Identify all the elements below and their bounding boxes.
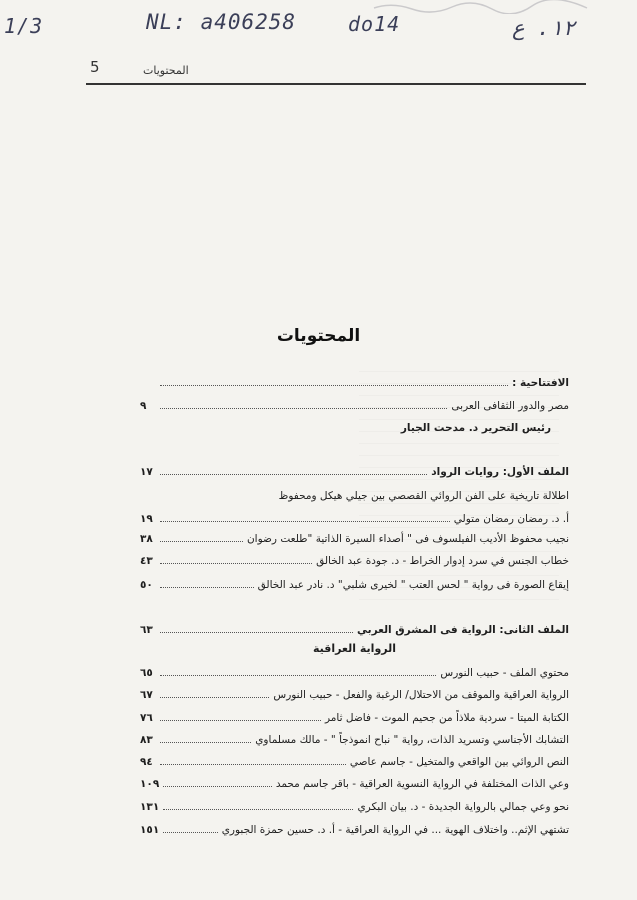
toc-entry-page: ٤٣ [140,555,153,567]
handwritten-issue-number: ١٢. ع [512,16,576,40]
toc-heading-page: ١٧ [140,466,153,478]
toc-entry-page: ٩ [140,400,147,412]
toc-entry-text: الكتابة الميتا - سردية ملاذاً من جحيم الموت - فاضل ثامر [325,712,569,724]
toc-entry-page: ٦٥ [140,667,153,679]
toc-section-heading [140,623,569,637]
leader-dots [160,474,427,475]
leader-dots [160,521,450,522]
toc-entry [140,711,569,725]
leader-dots [160,720,321,721]
toc-heading-page: ٦٣ [140,624,153,636]
leader-dots [163,809,353,810]
toc-entry-page: ١٣١ [140,801,160,813]
leader-dots [160,587,254,588]
leader-dots [160,697,269,698]
header-section-title: المحتويات [143,64,189,77]
toc-entry-text: الرواية العراقية والموقف من الاحتلال/ الرغبة والفعل - حبيب النورس [273,689,569,701]
toc-entry-text: وعي الذات المختلفة في الرواية النسوية العراقية - باقر جاسم محمد [275,778,569,790]
toc-entry [140,777,569,791]
toc-entry [140,554,569,568]
toc-entry-text: نحو وعي جمالي بالرواية الجديدة - د. بيان البكري [357,801,569,813]
toc-heading-text: الافتتاحية : [512,377,569,389]
toc-entry-text: التشابك الأجناسي وتسريد الذات، رواية " نباح انموذجاً " - مالك مسلماوي [255,734,569,746]
handwritten-page-fraction: 1/3 [4,14,44,38]
toc-entry [140,666,569,680]
leader-dots [163,786,272,787]
leader-dots [160,764,346,765]
toc-entry [140,823,569,837]
toc-entry [140,512,569,526]
handwritten-code: do14 [348,12,401,36]
leader-dots [160,385,508,386]
toc-subheading: الرواية العراقية [312,642,397,655]
toc-entry-text: النص الروائي بين الواقعي والمتخيل - جاسم عاصي [349,756,569,768]
toc-heading-text: الملف الأول: روايات الرواد [431,466,569,478]
toc-entry-page: ١٥١ [140,824,160,836]
toc-entry [140,688,569,702]
toc-entry-text: نجيب محفوظ الأديب الفيلسوف فى " أصداء السيرة الذاتية "طلعت رضوان [246,533,569,545]
toc-entry [140,399,569,413]
toc-entry-text: مصر والدور الثقافى العربى [451,400,569,412]
toc-entry-text: خطاب الجنس في سرد إدوار الخراط - د. جودة عبد الخالق [316,555,569,567]
leader-dots [160,632,353,633]
toc-entry-page: ٨٣ [140,734,153,746]
header-page-number: 5 [90,58,100,76]
header-rule [86,83,586,85]
faded-scribble [372,0,592,14]
leader-dots [160,541,243,542]
toc-entry-page: ٦٧ [140,689,153,701]
toc-heading-text: الملف الثانى: الرواية فى المشرق العربي [357,624,569,636]
toc-entry [140,800,569,814]
toc-entry-page: ١٠٩ [140,778,160,790]
toc-entry [140,755,569,769]
toc-entry-page: ٧٦ [140,712,153,724]
toc-opening-heading [140,376,569,390]
toc-entry-page: ١٩ [140,513,153,525]
toc-entry [140,578,569,592]
toc-opening-author: رئيس التحرير د. مدحت الجيار [400,422,551,434]
toc-entry-page: ٩٤ [140,756,153,768]
toc-entry-text: محتوي الملف - حبيب النورس [440,667,569,679]
toc-entry-line: اطلالة تاريخية على الفن الروائي القصصي بين جيلي هيكل ومحفوظ [278,490,569,502]
toc-entry-page: ٥٠ [140,579,153,591]
leader-dots [160,563,312,564]
toc-entry-text: تشتهي الإثم.. واختلاف الهوية ... في الرواية العراقية - أ. د. حسين حمزة الجبوري [221,824,569,836]
toc-entry [140,733,569,747]
toc-entry-text: إيقاع الصورة فى رواية " لحس العتب " لخيرى شلبي" د. نادر عبد الخالق [257,579,569,591]
toc-section-heading [140,465,569,479]
toc-entry-page: ٣٨ [140,533,153,545]
leader-dots [163,832,217,833]
leader-dots [160,675,436,676]
handwritten-call-number: NL: a406258 [146,10,297,34]
toc-title: المحتويات [276,326,361,346]
leader-dots [160,408,447,409]
toc-entry-text: أ. د. رمضان رمضان متولي [453,513,569,525]
toc-entry [140,532,569,546]
leader-dots [160,742,251,743]
